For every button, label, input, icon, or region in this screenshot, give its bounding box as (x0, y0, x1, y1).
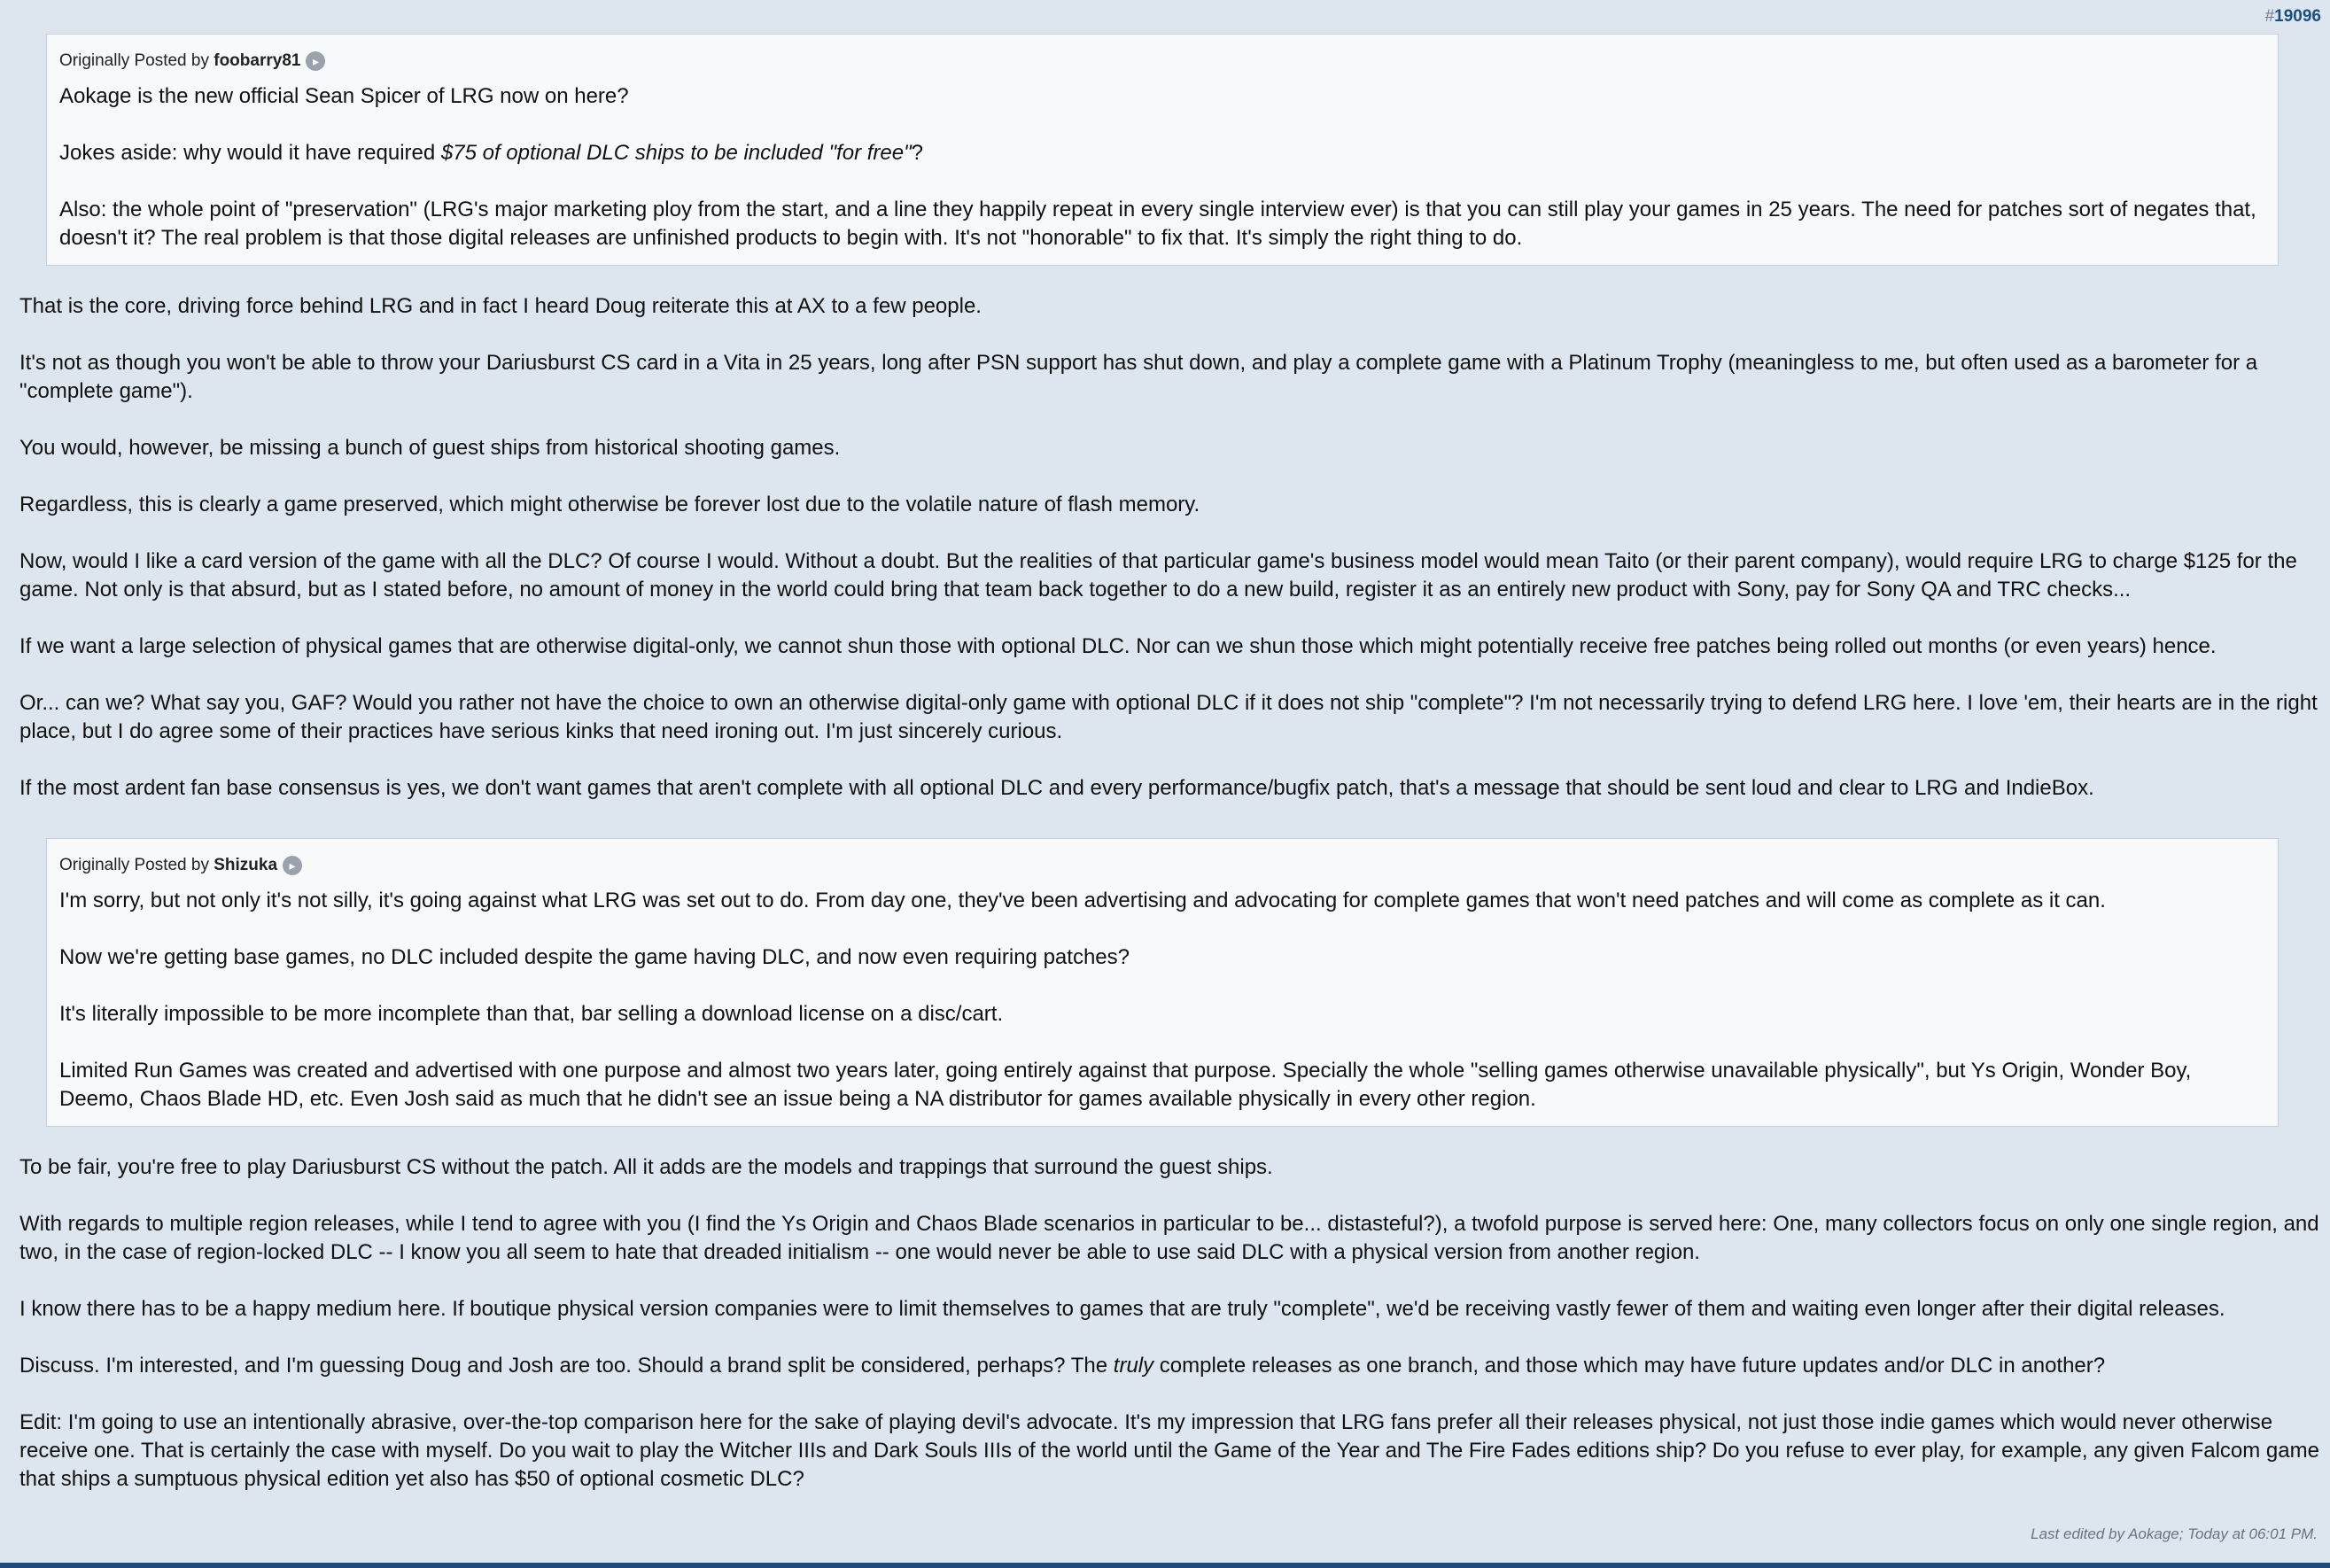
view-post-icon[interactable]: ▸ (306, 51, 325, 71)
quote-author: foobarry81 (214, 51, 301, 70)
post-body (19, 34, 2319, 1494)
post-paragraph: To be fair, you're free to play Dariusburst CS without the patch. All it adds are the models and trappings that surround the guest ships. (19, 1155, 1273, 1179)
view-post-icon[interactable]: ▸ (283, 856, 302, 875)
post-paragraph: Edit: I'm going to use an intentionally abrasive, over-the-top comparison here for the sake of playing devil's advocate. It's my impression that LRG fans prefer all their releases physical, not just those indie games which would never otherwise receive one. That is certainly the case with myself. Do you wait to play the Witcher IIIs and Dark Souls IIIs of the world until the Game of the Year and The Fire Fades editions ship? Do you refuse to ever play, for example, any given Falcom game that ships a sumptuous physical edition yet also has $50 of optional cosmetic DLC? (19, 1410, 2319, 1491)
quote-author: Shizuka (214, 856, 278, 874)
quote-block-foobarry81 (46, 34, 2279, 266)
post-paragraph: With regards to multiple region releases, while I tend to agree with you (I find the Ys Origin and Chaos Blade scenarios in particular to be... distasteful?), a twofold purpose is served here: One, many collectors focus on only one single region, and two, in the case of region-locked DLC -- I know you all seem to hate that dreaded initialism -- one would never be able to use said DLC with a physical version from another region. (19, 1212, 2319, 1264)
post-text: Discuss. I'm interested, and I'm guessing Doug and Josh are too. Should a brand split be considered, perhaps? The (19, 1354, 1114, 1378)
quote-paragraph: Limited Run Games was created and advertised with one purpose and almost two years later, going entirely against that purpose. Specially the whole "selling games otherwise unavailable physically", but Ys Origin, Wonder Boy, Deemo, Chaos Blade HD, etc. Even Josh said as much that he didn't see an issue being a NA distributor for games available physically in every other region. (59, 1059, 2192, 1111)
quote-paragraph: It's literally impossible to be more incomplete than that, bar selling a download license on a disc/cart. (59, 1002, 1004, 1026)
bottom-divider-bar (0, 1563, 2330, 1568)
quote-paragraph (59, 139, 2265, 167)
quote-text: ? (911, 141, 923, 165)
post-paragraph: You would, however, be missing a bunch of guest ships from historical shooting games. (19, 436, 841, 460)
post-number (2265, 7, 2321, 27)
quote-text: Jokes aside: why would it have required (59, 141, 441, 165)
post-paragraph: That is the core, driving force behind LRG and in fact I heard Doug reiterate this at AX to a few people. (19, 294, 982, 318)
post-paragraph: I know there has to be a happy medium here. If boutique physical version companies were to limit themselves to games that are truly "complete", we'd be receiving vastly fewer of them and waiting even longer after their digital releases. (19, 1297, 2225, 1321)
post-number-link[interactable]: 19096 (2274, 7, 2321, 26)
quote-block-shizuka (46, 838, 2279, 1127)
post-text: complete releases as one branch, and those which may have future updates and/or DLC in another? (1153, 1354, 2106, 1378)
quote-paragraph: Also: the whole point of "preservation" (LRG's major marketing ploy from the start, and a line they happily repeat in every single interview ever) is that you can still play your games in 25 years. The need for patches sort of negates that, doesn't it? The real problem is that those digital releases are unfinished products to begin with. It's not "honorable" to fix that. It's simply the right thing to do. (59, 198, 2256, 250)
post-italic-text: truly (1113, 1354, 1154, 1378)
post-paragraph: Or... can we? What say you, GAF? Would you rather not have the choice to own an otherwise digital-only game with optional DLC if it does not ship "complete"? I'm not necessarily trying to defend LRG here. I love 'em, their hearts are in the right place, but I do agree some of their practices have serious kinks that need ironing out. I'm just sincerely curious. (19, 691, 2318, 743)
quote-header (59, 50, 2265, 72)
post-number-prefix: # (2264, 7, 2275, 26)
quote-paragraph: Aokage is the new official Sean Spicer of LRG now on here? (59, 84, 629, 108)
post-paragraph: If we want a large selection of physical games that are otherwise digital-only, we cannot shun those with optional DLC. Nor can we shun those which might potentially receive free patches being rolled out months (or even years) hence. (19, 634, 2217, 658)
quote-prefix: Originally Posted by (59, 856, 214, 874)
post-paragraph: Now, would I like a card version of the game with all the DLC? Of course I would. Without a doubt. But the realities of that particular game's business model would mean Taito (or their parent company), would require LRG to charge $125 for the game. Not only is that absurd, but as I stated before, no amount of money in the world could bring that team back together to do a new build, register it as an entirely new product with Sony, pay for Sony QA and TRC checks... (19, 549, 2297, 602)
post-paragraph: It's not as though you won't be able to throw your Dariusburst CS card in a Vita in 25 years, long after PSN support has shut down, and play a complete game with a Platinum Trophy (meaningless to me, but often used as a barometer for a "complete game"). (19, 351, 2258, 403)
post-paragraph: Regardless, this is clearly a game preserved, which might otherwise be forever lost due to the volatile nature of flash memory. (19, 493, 1200, 516)
quote-header (59, 855, 2265, 876)
quote-paragraph: Now we're getting base games, no DLC included despite the game having DLC, and now even requiring patches? (59, 945, 1130, 969)
post-paragraph (19, 1352, 2319, 1380)
quote-paragraph: I'm sorry, but not only it's not silly, it's going against what LRG was set out to do. From day one, they've been advertising and advocating for complete games that won't need patches and will come as complete as it can. (59, 889, 2106, 912)
quote-italic-text: $75 of optional DLC ships to be included "for free" (440, 141, 912, 165)
last-edited-note: Last edited by Aokage; Today at 06:01 PM. (2031, 1525, 2318, 1542)
post-paragraph: If the most ardent fan base consensus is yes, we don't want games that aren't complete with all optional DLC and every performance/bugfix patch, that's a message that should be sent loud and clear to LRG and IndieBox. (19, 776, 2094, 800)
quote-prefix: Originally Posted by (59, 51, 214, 70)
